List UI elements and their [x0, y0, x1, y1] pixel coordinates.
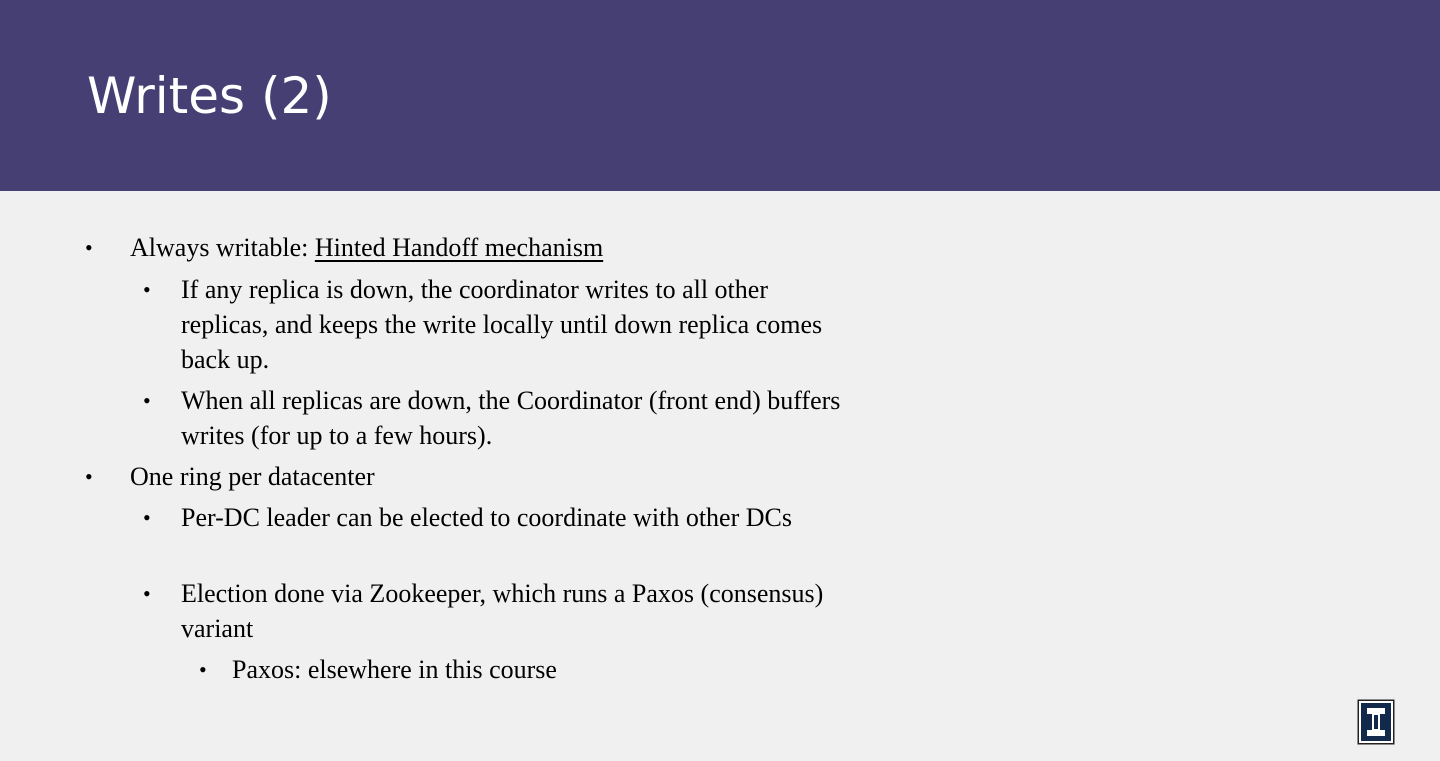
hinted-handoff-link[interactable]: Hinted Handoff mechanism	[314, 233, 604, 262]
bullet-text: Election done via Zookeeper, which runs a Paxos (consensus) variant	[181, 579, 824, 643]
bullet-dot: •	[143, 277, 151, 302]
block-i-icon	[1361, 703, 1391, 741]
bullet-dot: •	[143, 388, 151, 413]
subbullet-all-replicas-down	[143, 383, 841, 453]
university-logo-icon	[1359, 701, 1393, 743]
bullet-dot: •	[85, 235, 93, 260]
bullet-text: Per-DC leader can be elected to coordinate with other DCs	[181, 503, 792, 532]
bullet-dot: •	[85, 464, 93, 489]
subbullet-zookeeper	[143, 576, 841, 646]
bullet-always-writable	[85, 230, 604, 265]
subbullet-per-dc-leader	[143, 500, 841, 535]
bullet-dot: •	[143, 505, 151, 530]
title-bar	[0, 0, 1440, 191]
subbullet-replica-down	[143, 272, 841, 377]
bullet-text: If any replica is down, the coordinator writes to all other replicas, and keeps the write locally until down replica comes back up.	[181, 275, 823, 374]
bullet-dot: •	[199, 657, 207, 682]
bullet-dot: •	[143, 581, 151, 606]
bullet-text: When all replicas are down, the Coordinator (front end) buffers writes (for up to a few hours).	[181, 386, 841, 450]
slide-title: Writes (2)	[87, 67, 332, 125]
bullet-text: Always writable:	[130, 233, 315, 262]
bullet-text: Paxos: elsewhere in this course	[232, 655, 557, 684]
subsubbullet-paxos	[199, 652, 557, 687]
bullet-text: One ring per datacenter	[130, 462, 375, 491]
bullet-one-ring	[85, 459, 375, 494]
